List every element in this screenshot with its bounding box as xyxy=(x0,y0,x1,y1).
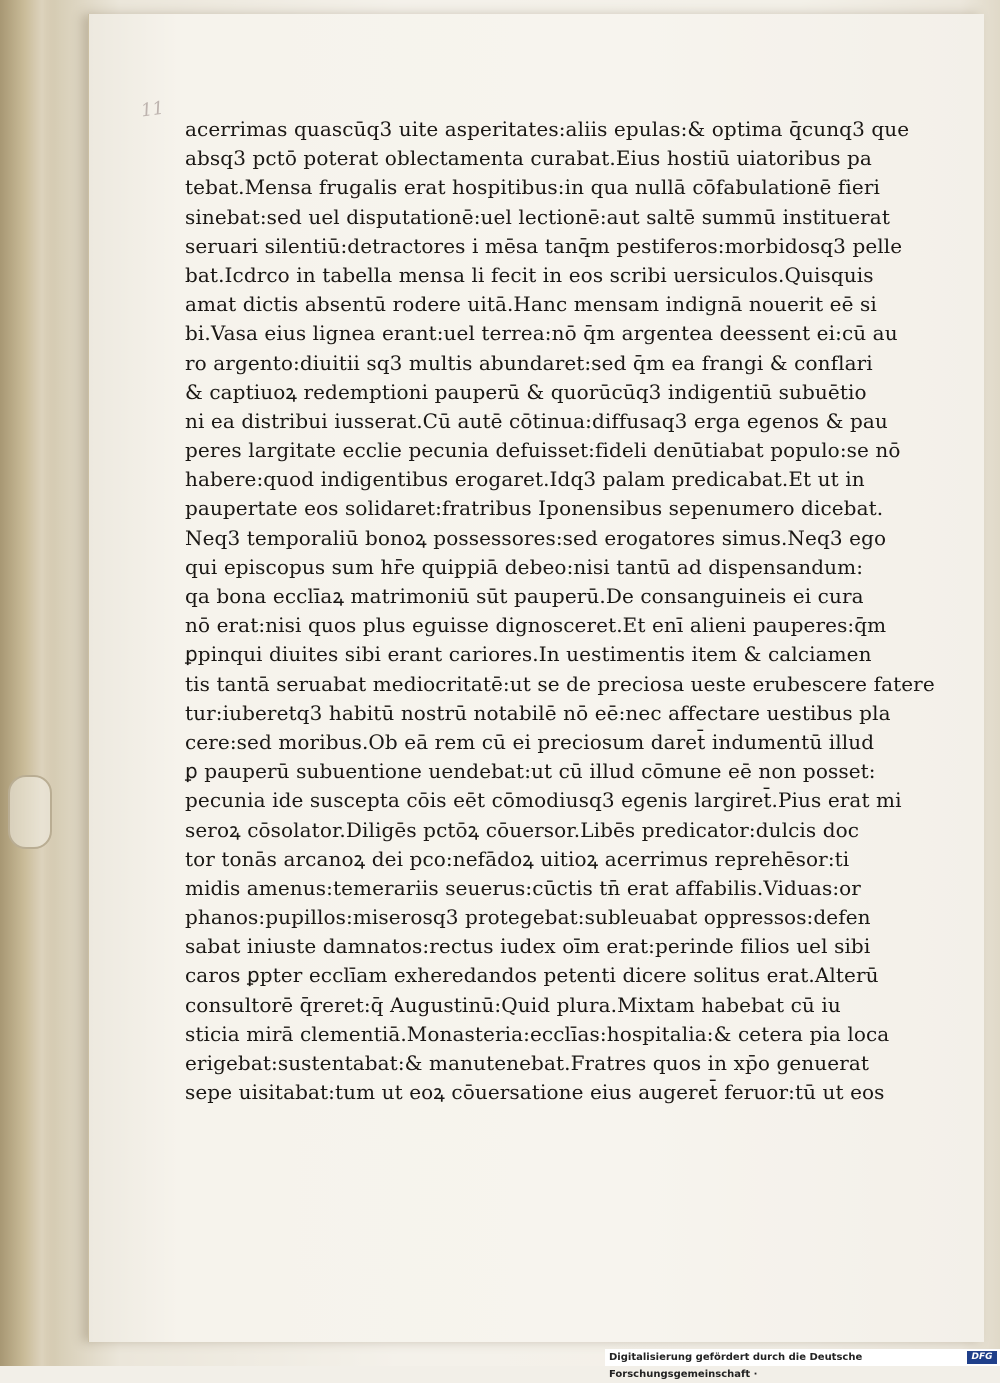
text-line: qa bona ecclīaꝝ matrimoniū sūt pauperū.De consanguineis ei cura xyxy=(185,584,864,608)
text-line: & captiuoꝝ redemptioni pauperū & quorūcūq3 indigentiū subuētio xyxy=(185,379,867,404)
text-line: pecunia ide suscepta cōis eēt cōmodiusq3 egenis largiret̄.Pius erat mi xyxy=(185,788,902,813)
text-line: bat.Icdrco in tabella mensa li fecit in eos scribi uersiculos.Quisquis xyxy=(185,262,874,287)
text-line: sepe uisitabat:tum ut eoꝝ cōuersatione eius augeret̄ feruor:tū ut eos xyxy=(185,1080,885,1105)
text-line: habere:quod indigentibus erogaret.Idq3 palam predicabat.Et ut in xyxy=(185,467,865,492)
text-line: midis amenus:temerariis seuerus:cūctis tn̄ erat affabilis.Viduas:or xyxy=(185,875,861,900)
text-line: sticia mirā clementiā.Monasteria:ecclīas:hospitalia:& cetera pia loca xyxy=(185,1021,890,1046)
text-line: amat dictis absentū rodere uitā.Hanc mensam indignā nouerit eē si xyxy=(185,292,877,317)
text-line: Neq3 temporaliū bonoꝝ possessores:sed erogatores simus.Neq3 ego xyxy=(185,525,887,550)
text-line: tebat.Mensa frugalis erat hospitibus:in qua nullā cōfabulationē fieri xyxy=(185,175,880,200)
text-line: tis tantā seruabat mediocritatē:ut se de preciosa ueste erubescere fatere xyxy=(185,671,935,696)
text-line: qui episcopus sum hr̄e quippiā debeo:nisi tantū ad dispensandum: xyxy=(185,554,864,579)
text-line: sinebat:sed uel disputationē:uel lectionē:aut saltē summū instituerat xyxy=(185,204,890,229)
book-binding xyxy=(0,0,60,1366)
text-block xyxy=(185,115,935,1107)
text-line: seroꝝ cōsolator.Diligēs pctōꝝ cōuersor.Libēs predicator:dulcis doc xyxy=(185,817,860,842)
text-line: cere:sed moribus.Ob eā rem cū ei preciosum daret̄ indumentū illud xyxy=(185,729,875,754)
text-line: ꝑ pauperū subuentione uendebat:ut cū illud cōmune eē non posset: xyxy=(185,759,876,784)
text-line: bi.Vasa eius lignea erant:uel terrea:nō q̄m argentea deessent ei:cū au xyxy=(185,321,898,346)
text-line: tur:iuberetq3 habitū nostrū notabilē nō eē:nec affectare uestibus pla xyxy=(185,700,891,725)
text-line: acerrimas quascūq3 uite asperitates:aliis epulas:& optima q̄cunq3 que xyxy=(185,117,910,141)
text-line: erigebat:sustentabat:& manutenebat.Fratres quos in xp̄o genuerat xyxy=(185,1051,870,1075)
text-line: peres largitate ecclie pecunia defuisset:fideli denūtiabat populo:se nō xyxy=(185,438,901,463)
text-line: sabat iniuste damnatos:rectus iudex oīm erat:perinde filios uel sibi xyxy=(185,934,871,959)
text-line: absq3 pctō poterat oblectamenta curabat.Eius hostiū uiatoribus pa xyxy=(185,146,872,171)
text-line: seruari silentiū:detractores i mēsa tanq̄m pestiferos:morbidosq3 pelle xyxy=(185,233,903,258)
text-line: ro argento:diuitii sq3 multis abundaret:sed q̄m ea frangi & conflari xyxy=(185,350,873,375)
text-line: phanos:pupillos:miserosq3 protegebat:subleuabat oppressos:defen xyxy=(185,905,871,930)
clasp-strap xyxy=(8,775,52,849)
text-line: ꝑpinqui diuites sibi erant cariores.In uestimentis item & calciamen xyxy=(185,642,872,667)
text-line: caros ꝑpter ecclīam exheredandos petenti dicere solitus erat.Alterū xyxy=(185,963,879,988)
text-line: tor tonās arcanoꝝ dei pco:nefādoꝝ uitioꝝ acerrimus reprehēsor:ti xyxy=(185,846,850,871)
text-line: consultorē q̄reret:q̄ Augustinū:Quid plura.Mixtam habebat cū iu xyxy=(185,992,841,1017)
footer-bar xyxy=(605,1349,1000,1380)
footer-credit: Digitalisierung gefördert durch die Deutsche Forschungsgemeinschaft · xyxy=(609,1352,863,1380)
text-line: ni ea distribui iusserat.Cū autē cōtinua:diffusaq3 erga egenos & pau xyxy=(185,408,888,433)
text-line: nō erat:nisi quos plus eguisse dignosceret.Et enī alieni pauperes:q̄m xyxy=(185,613,887,638)
dfg-logo: DFG xyxy=(967,1351,997,1364)
folio-mark: 11 xyxy=(139,97,166,122)
text-line: paupertate eos solidaret:fratribus Iponensibus sepenumero dicebat. xyxy=(185,496,884,521)
